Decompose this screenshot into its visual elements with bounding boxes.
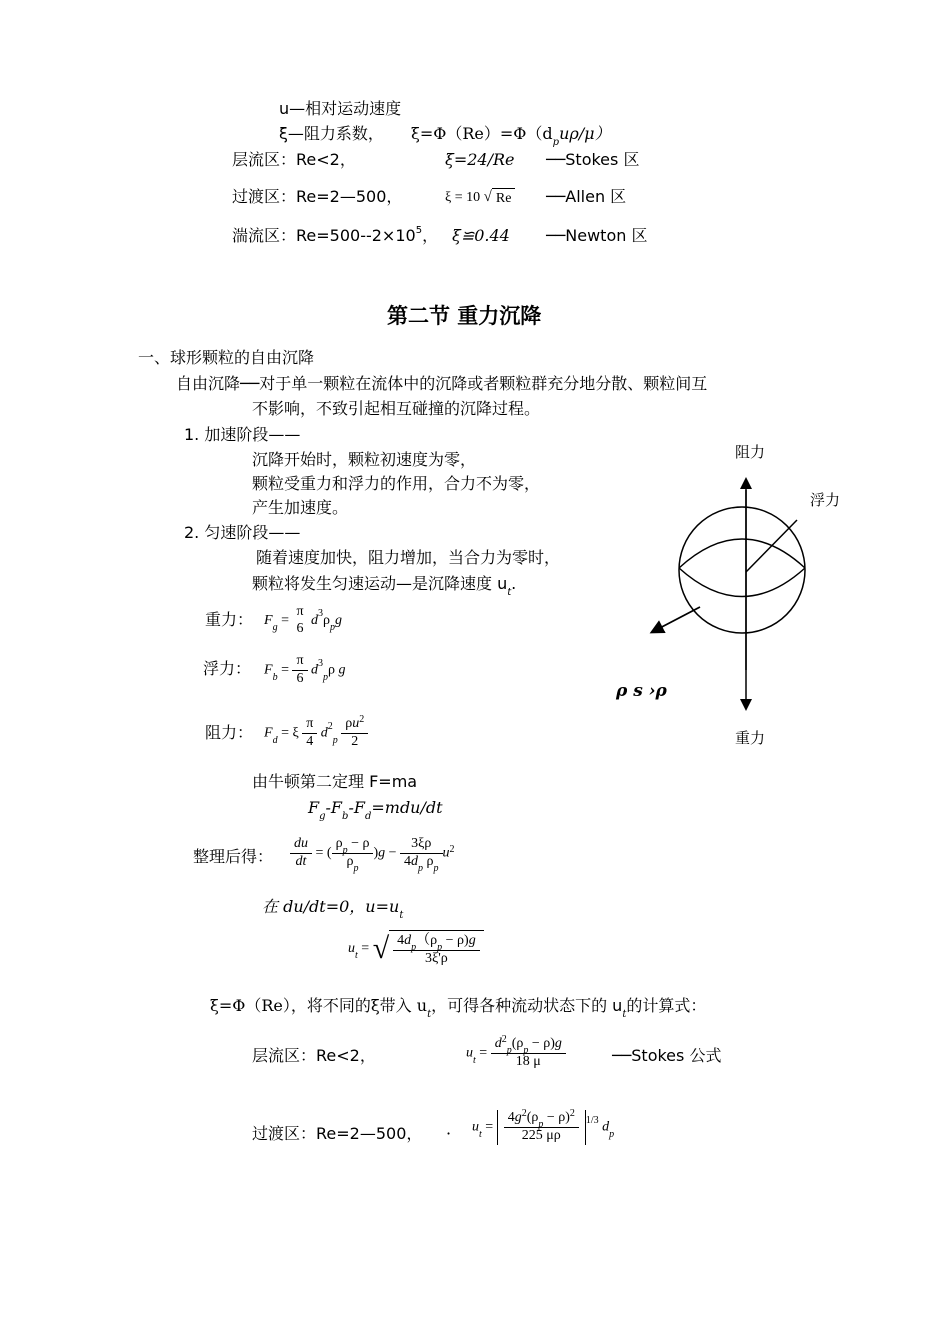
terminal-velocity-formula: $u_t$ = √ $\frac{4d_p(\rho_p - \rho)g}{3\xi'\rho}$	[348, 930, 484, 968]
gravity-formula: $F_g$ = π 6 $d^3\rho_pg$	[264, 604, 343, 636]
stage2-heading: 2. 匀速阶段——	[184, 523, 301, 542]
gravity-label: 重力：	[205, 610, 254, 629]
sqrt-icon: √	[372, 931, 390, 965]
turbulent-label-text: 湍流区：Re=500--2×10	[232, 226, 416, 245]
xi-definition	[279, 124, 611, 148]
transition-label: 过渡区：Re=2—500，	[232, 187, 403, 206]
buoyancy-line	[746, 520, 797, 572]
acceleration-formula: $\frac{du}{dt}$ = ( $\frac{\rho_p - \rho}{\rho_p}$ )g − $\frac{3\xi\rho}{4d_p \rho_p}$ $u^2$	[290, 836, 455, 871]
xi-definition-label: ξ—阻力系数，	[279, 124, 384, 143]
force-diagram	[600, 440, 870, 760]
drag-formula: $F_d = \xi$ $\frac{\pi}{4}$ $d^2_p$ $\frac{\rho u^2}{2}$	[264, 716, 368, 751]
sqrt-icon: √	[483, 189, 492, 206]
transition2-dot: ·	[446, 1124, 452, 1143]
stage2-line-2-sub: t	[507, 587, 512, 598]
lower-curve	[679, 568, 805, 597]
xi-definition-sub: p	[552, 137, 560, 148]
turbulent-exponent: 5	[415, 225, 423, 236]
stokes-formula: $u_t$ = $\frac{d^2_p(\rho_p - \rho)g}{18 \mu}$	[466, 1036, 566, 1071]
diagram-buoyancy-label: 浮力	[810, 491, 841, 509]
diagram-drag-label: 阻力	[735, 443, 766, 461]
sphere-force-diagram	[600, 440, 870, 760]
laminar-row	[232, 150, 356, 169]
turbulent-comma: ，	[422, 226, 439, 245]
stage1-line-3: 产生加速度。	[252, 498, 349, 517]
stage2-line-1: 随着速度加快，阻力增加，当合力为零时，	[256, 548, 561, 567]
stage1-line-1: 沉降开始时，颗粒初速度为零，	[252, 450, 477, 469]
buoyancy-formula: $F_b$ = $\frac{\pi}{6}$ $d^3_p\rho$ g	[264, 653, 346, 686]
stage2-line-2-text: 颗粒将发生匀速运动—是沉降速度 u	[252, 574, 508, 593]
stokes-name: ──Stokes 公式	[612, 1046, 722, 1065]
laminar2-label: 层流区：Re<2，	[252, 1046, 376, 1065]
upper-curve	[679, 539, 805, 568]
stage1-line-2: 颗粒受重力和浮力的作用，合力不为零，	[252, 474, 541, 493]
turbulent-region-name: ──Newton 区	[546, 226, 648, 245]
buoyancy-label: 浮力：	[203, 659, 252, 678]
xi-definition-formula: ξ=Φ（Re）=Φ（d	[411, 124, 553, 143]
motion-arrow	[656, 607, 700, 630]
steady-condition: 在 du/dt=0，$u=u_t$	[262, 897, 404, 921]
transition2-label: 过渡区：Re=2—500，	[252, 1124, 423, 1143]
definition-line-1: 自由沉降──对于单一颗粒在流体中的沉降或者颗粒群充分地分散、颗粒间互	[176, 374, 708, 393]
drag-label: 阻力：	[205, 723, 254, 742]
transition-region-name: ──Allen 区	[546, 187, 627, 206]
arrange-label: 整理后得：	[193, 847, 274, 866]
density-relation: ρ s ›ρ	[616, 681, 667, 701]
section-title: 第二节 重力沉降	[387, 304, 542, 328]
allen-formula: $u_t$ = $\frac{4g^2(\rho_p - \rho)^2}{225 \mu\rho}$ $^{1/3}$ $d_p$	[472, 1108, 615, 1143]
stage1-heading: 1. 加速阶段——	[184, 425, 301, 444]
turbulent-label	[232, 226, 438, 245]
newton-law: 由牛顿第二定理 F=ma	[252, 772, 418, 791]
transition-formula-re: Re	[492, 188, 516, 208]
subsection-heading: 一、球形颗粒的自由沉降	[138, 348, 315, 367]
xi-phi-line: ξ=Φ（Re），将不同的ξ带入 $u_t$，可得各种流动状态下的 $u_t$的计算式：	[210, 996, 707, 1020]
diagram-gravity-label: 重力	[735, 729, 766, 747]
stage2-line-2	[252, 574, 517, 598]
transition-formula	[445, 188, 515, 208]
stage2-line-2-end: .	[511, 574, 517, 593]
definition-line-2: 不影响，不致引起相互碰撞的沉降过程。	[252, 399, 541, 418]
xi-definition-formula-end: uρ/μ）	[559, 124, 611, 143]
laminar-formula: ξ=24/Re	[445, 150, 515, 169]
turbulent-formula: ξ≌0.44	[452, 226, 510, 245]
laminar-region-name: ──Stokes 区	[546, 150, 640, 169]
transition-formula-coef: ξ = 10	[445, 190, 481, 206]
laminar-label: 层流区：Re<2，	[232, 150, 356, 169]
u-definition: u—相对运动速度	[279, 99, 402, 118]
newton-balance: $F_g-F_b-F_d=mdu/dt$	[308, 798, 443, 822]
particle-circle	[679, 507, 805, 633]
